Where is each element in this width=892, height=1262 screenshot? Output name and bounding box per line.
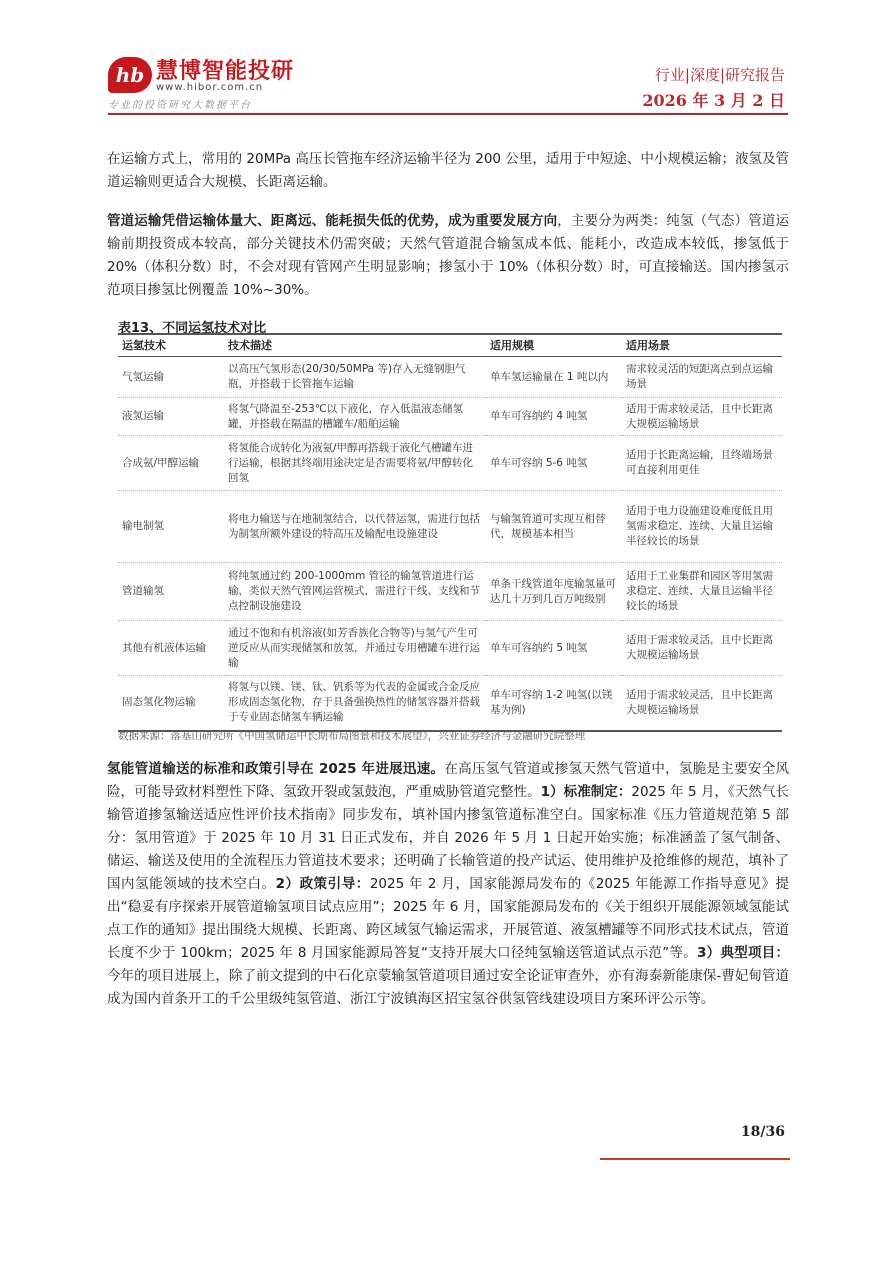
logo-slogan: 专业的投资研究大数据平台 (108, 100, 252, 111)
section-heading-policy: 2）政策引导： (275, 876, 370, 892)
table-cell: 将氢气降温至-253℃以下液化，存入低温液态储氢罐，并搭载在隔温的槽罐车/船舶运输 (224, 398, 486, 436)
table-row (118, 357, 782, 398)
table-title: 表13、不同运氢技术对比 (118, 321, 267, 336)
table-cell: 与输氢管道可实现互相替代，规模基本相当 (486, 491, 622, 563)
report-type: 行业|深度|研究报告 (654, 66, 785, 84)
paragraph-pipeline-transport (107, 210, 789, 302)
hibor-logo-icon: hb (108, 57, 152, 93)
table-cell: 适用于需求较灵活，且中长距离大规模运输场景 (622, 398, 782, 436)
table-cell: 以高压气氢形态(20/30/50MPa 等)存入无缝钢胆气瓶，并搭载于长管拖车运输 (224, 357, 486, 398)
paragraph-pipeline-standards (107, 758, 789, 1011)
table-source-note: 数据来源：落基山研究所《中国氢储运中长期布局图景和技术展望》，兴业证券经济与金融研究院整理 (118, 730, 586, 742)
table-cell: 液氢运输 (118, 398, 224, 436)
table-header-row (118, 334, 782, 357)
table-cell: 气氢运输 (118, 357, 224, 398)
table-row (118, 398, 782, 436)
table-row (118, 491, 782, 563)
paragraph-transport-methods: 在运输方式上，常用的 20MPa 高压长管拖车经济运输半径为 200 公里，适用于中短途、中小规模运输；液氢及管道运输则更适合大规模、长距离运输。 (107, 151, 789, 190)
section-heading-projects: 3）典型项目： (697, 945, 789, 961)
table-row (118, 436, 782, 491)
paragraph-body: 今年的项目进展上，除了前文提到的中石化京蒙输氢管道项目通过安全论证审查外，亦有海泰新能康保-曹妃甸管道成为国内首条开工的千公里级纯氢管道、浙江宁波镇海区招宝氢谷供氢管线建设项目方案环评公示等。 (107, 968, 789, 1007)
hydrogen-transport-comparison-table (118, 333, 782, 732)
table-cell: 适用于电力设施建设难度低且用氢需求稳定、连续、大量且运输半径较长的场景 (622, 491, 782, 563)
logo-url: www.hibor.com.cn (156, 82, 264, 93)
table-cell: 单条干线管道年度输氢量可达几十万到几百万吨级别 (486, 563, 622, 621)
table-cell: 单车可容纳约 5 吨氢 (486, 621, 622, 676)
section-heading-standards: 1）标准制定： (540, 784, 632, 800)
paragraph-body: 在高压氢气管道或掺氢天然气管道中，氢脆是主要安全风险，可能导致材料塑性下降、氢致开裂或氢鼓泡，严重威胁管道完整性。 (107, 761, 789, 800)
table-cell: 单车氢运输量在 1 吨以内 (486, 357, 622, 398)
report-date: 2026 年 3 月 2 日 (642, 91, 785, 110)
paragraph-body: 2025 年 2 月，国家能源局发布的《2025 年能源工作指导意见》提出“稳妥有序探索开展管道输氢项目试点应用”；2025 年 6 月，国家能源局发布的《关于组织开展能源领域氢能试点工作的通知》提出围绕大规模、长距离、跨区域氢气输运需求，开展管道、液氢槽罐等不同形式技术试点，管道长度不少于 100km；2025 年 8 月国家能源局答复“支持开展大口径纯氢输送管道试点示范”等。 (107, 876, 790, 961)
table-cell: 单车可容纳约 4 吨氢 (486, 398, 622, 436)
table-header-cell: 适用规模 (486, 334, 622, 357)
table-header-cell: 运氢技术 (118, 334, 224, 357)
logo-name: 慧博智能投研 (156, 59, 295, 84)
table-cell: 适用于工业集群和园区等用氢需求稳定、连续、大量且运输半径较长的场景 (622, 563, 782, 621)
page-number: 18/36 (740, 1124, 785, 1140)
table-cell: 其他有机液体运输 (118, 621, 224, 676)
paragraph-lead-bold: 氢能管道输送的标准和政策引导在 2025 年进展迅速。 (107, 761, 445, 777)
table-row (118, 563, 782, 621)
table-header-cell: 技术描述 (224, 334, 486, 357)
table-row (118, 676, 782, 731)
table-header-cell: 适用场景 (622, 334, 782, 357)
table-cell: 将氢能合成转化为液氨/甲醇再搭载于液化气槽罐车进行运输，根据其终端用途决定是否需要将氨/甲醇转化回氢 (224, 436, 486, 491)
header-divider (108, 113, 788, 115)
table-cell: 将电力输送与在地制氢结合，以代替运氢，需进行包括为制氢所额外建设的特高压及输配电设施建设 (224, 491, 486, 563)
table-cell: 合成氨/甲醇运输 (118, 436, 224, 491)
table-cell: 单车可容纳 5-6 吨氢 (486, 436, 622, 491)
table-cell: 通过不饱和有机溶液(如芳香族化合物等)与氢气产生可逆反应从而实现储氢和放氢，并通过专用槽罐车进行运输 (224, 621, 486, 676)
paragraph-lead-bold: 管道运输凭借运输体量大、距离远、能耗损失低的优势，成为重要发展方向 (107, 213, 558, 229)
table-cell: 适用于长距离运输，且终端场景可直接利用更佳 (622, 436, 782, 491)
table-cell: 管道输氢 (118, 563, 224, 621)
table-cell: 适用于需求较灵活，且中长距离大规模运输场景 (622, 621, 782, 676)
table-cell: 适用于需求较灵活，且中长距离大规模运输场景 (622, 676, 782, 731)
table-cell: 输电制氢 (118, 491, 224, 563)
table-cell: 固态氢化物运输 (118, 676, 224, 731)
table-cell: 需求较灵活的短距离点到点运输场景 (622, 357, 782, 398)
table-cell: 将纯氢通过约 200-1000mm 管径的输氢管道进行运输，类似天然气管网运营模式，需进行干线、支线和节点控制设施建设 (224, 563, 486, 621)
table-cell: 单车可容纳 1-2 吨氢(以镁基为例) (486, 676, 622, 731)
table-row (118, 621, 782, 676)
table-cell: 将氢与以镁、镁、钛、钒系等为代表的金属或合金反应形成固态氢化物，存于具备强换热性的储氢容器并搭载于专业固态储氢车辆运输 (224, 676, 486, 731)
paragraph-body: ，主要分为两类：纯氢（气态）管道运输前期投资成本较高，部分关键技术仍需突破；天然气管道混合输氢成本低、能耗小，改造成本较低，掺氢低于 20%（体积分数）时，不会对现有管网产生明显影响；掺氢小于 10%（体积分数）时，可直接输送。国内掺氢示范项目掺氢比例覆盖 10%~30%。 (107, 213, 790, 298)
paragraph-body: 2025 年 5 月，《天然气长输管道掺氢输送适应性评价技术指南》同步发布，填补国内掺氢管道标准空白。国家标准《压力管道规范第 5 部分：氢用管道》于 2025 年 10 月 31 日正式发布，并自 2026 年 5 月 1 日起开始实施；标准涵盖了氢气制备、储运、输送及使用的全流程压力管道技术要求；还明确了长输管道的投产试运、使用维护及抢维修的规范，填补了国内氢能领域的技术空白。 (107, 784, 790, 892)
footer-divider (600, 1158, 790, 1160)
